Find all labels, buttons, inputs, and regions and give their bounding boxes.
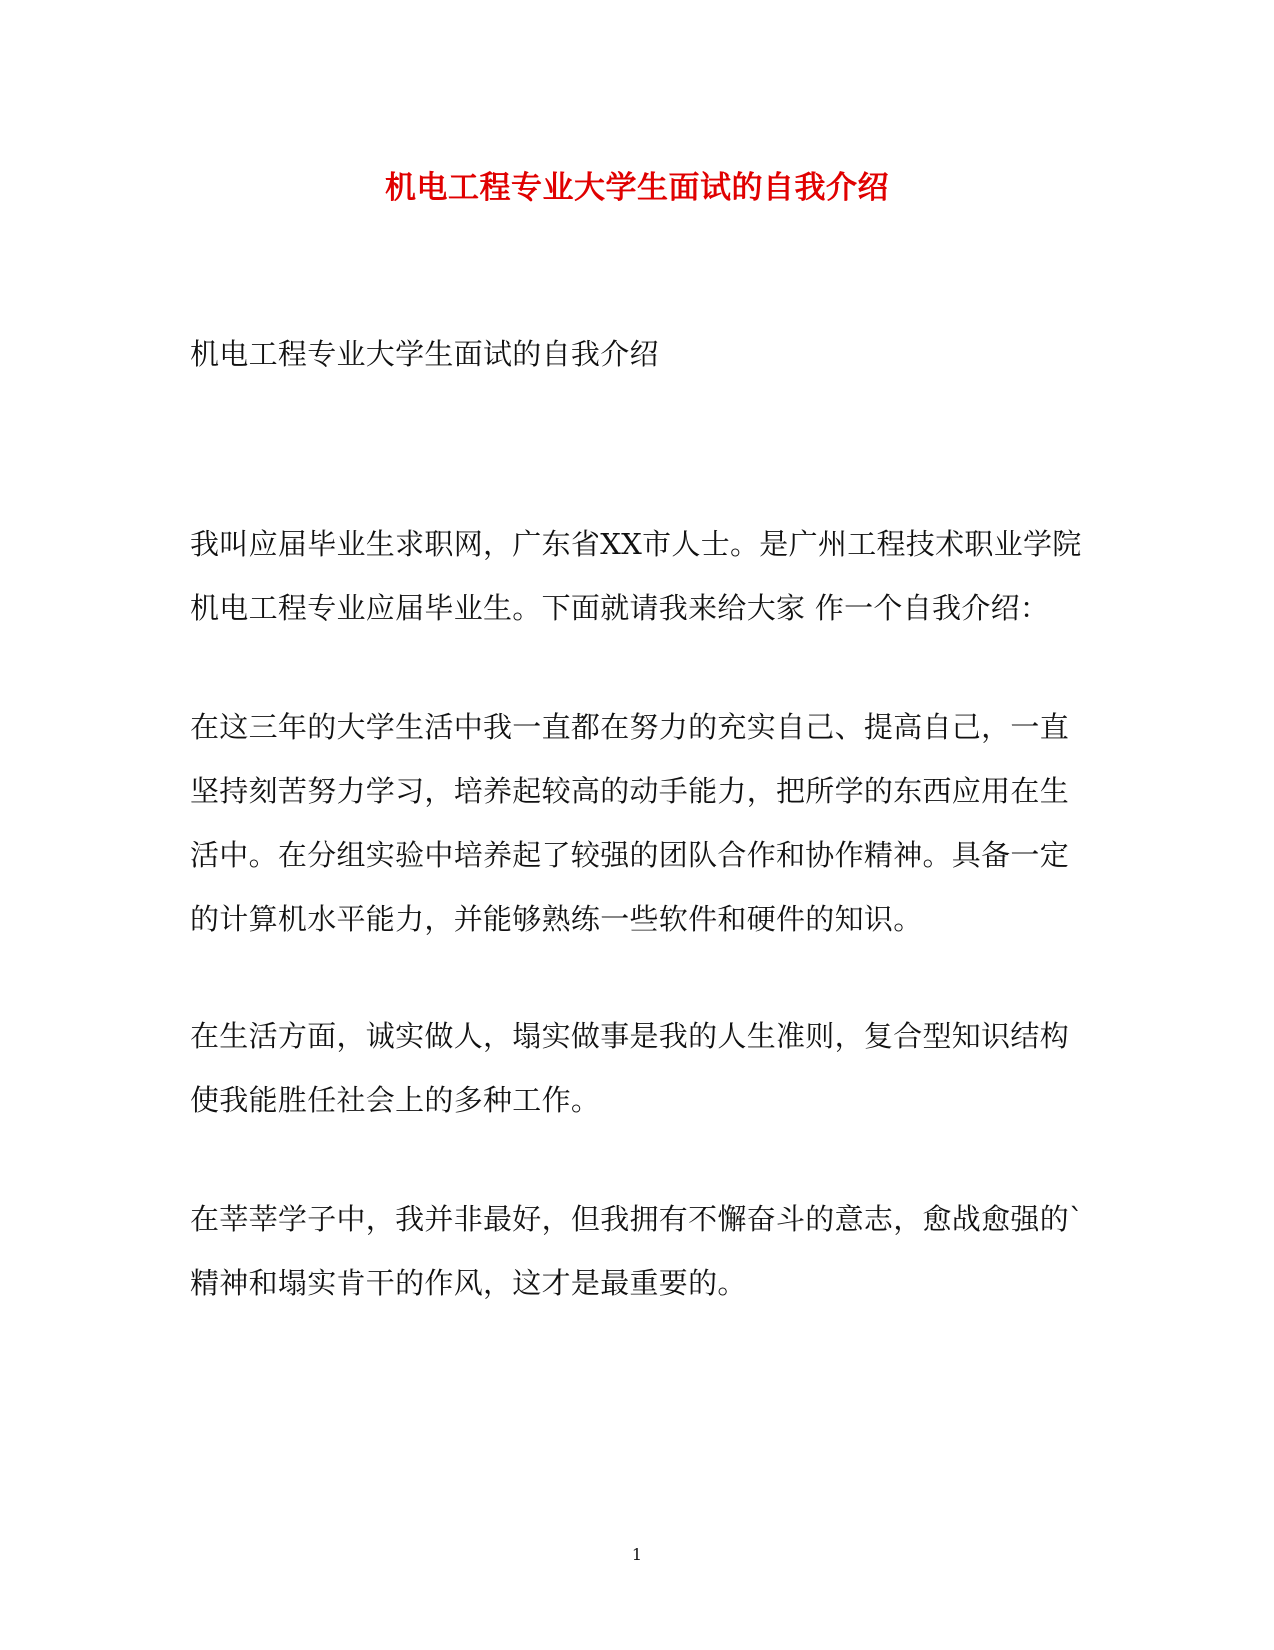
- paragraph-line: 在莘莘学子中，我并非最好，但我拥有不懈奋斗的意志，愈战愈强的`: [190, 1202, 1084, 1236]
- paragraph-line: 坚持刻苦努力学习，培养起较高的动手能力，把所学的东西应用在生: [190, 774, 1070, 808]
- paragraph-line: 精神和塌实肯干的作风，这才是最重要的。: [190, 1266, 747, 1300]
- document-title: 机电工程专业大学生面试的自我介绍: [385, 170, 889, 206]
- paragraph-intro: [190, 512, 1082, 640]
- paragraph-line: 我叫应届毕业生求职网，广东省XX市人士。是广州工程技术职业学院: [190, 527, 1082, 561]
- page-number: 1: [631, 1545, 643, 1564]
- paragraph-closing: [190, 1187, 1084, 1315]
- paragraph-line: 使我能胜任社会上的多种工作。: [190, 1083, 601, 1117]
- paragraph-life: [190, 1004, 1070, 1132]
- paragraph-line: 活中。在分组实验中培养起了较强的团队合作和协作精神。具备一定: [190, 838, 1070, 872]
- paragraph-line: 的计算机水平能力，并能够熟练一些软件和硬件的知识。: [190, 902, 923, 936]
- subtitle-line: 机电工程专业大学生面试的自我介绍: [190, 337, 659, 371]
- paragraph-line: 在这三年的大学生活中我一直都在努力的充实自己、提高自己，一直: [190, 710, 1070, 744]
- paragraph-study: [190, 695, 1070, 951]
- paragraph-line: 机电工程专业应届毕业生。下面就请我来给大家 作一个自我介绍：: [190, 591, 1050, 625]
- document-subtitle: [190, 322, 1070, 386]
- paragraph-line: 在生活方面，诚实做人，塌实做事是我的人生准则，复合型知识结构: [190, 1019, 1070, 1053]
